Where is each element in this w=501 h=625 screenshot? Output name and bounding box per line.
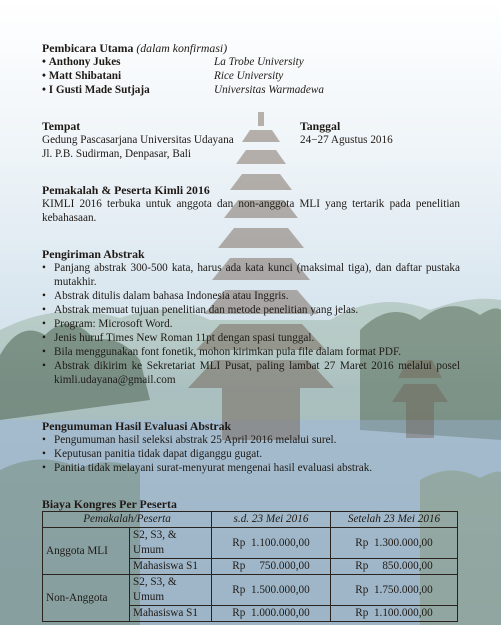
table-row <box>43 528 458 559</box>
list-item-text: Abstrak ditulis dalam bahasa Indonesia atau Inggris. <box>54 290 289 302</box>
table-cell: Mahasiswa S1 <box>130 559 212 575</box>
venue-section <box>42 119 460 161</box>
list-item-text: Jenis huruf Times New Roman 11pt dengan spasi tunggal. <box>54 332 315 344</box>
abstract-list <box>42 261 460 387</box>
column-header: Pemakalah/Peserta <box>43 512 212 528</box>
venue-line: Gedung Pascasarjana Universitas Udayana <box>42 134 234 146</box>
bullet-icon: • <box>42 304 46 316</box>
speaker-affiliation: La Trobe University <box>214 56 304 68</box>
group-label: Anggota MLI <box>43 528 130 575</box>
column-header: s.d. 23 Mei 2016 <box>212 512 331 528</box>
table-cell: Mahasiswa S1 <box>130 606 212 622</box>
bullet-icon: • <box>42 448 46 460</box>
list-item-text: Panjang abstrak 300-500 kata, harus ada kata kunci (maksimal tiga), dan daftar pustaka mutakhir. <box>54 262 460 288</box>
list-item-text: Keputusan panitia tidak dapat diganggu gugat. <box>54 448 263 460</box>
speaker-row <box>42 69 460 83</box>
bullet-icon: • <box>42 434 46 446</box>
bullet-icon: • <box>42 332 46 344</box>
bullet-icon: • <box>42 360 46 372</box>
fees-heading: Biaya Kongres Per Peserta <box>42 497 177 511</box>
list-item <box>42 317 460 331</box>
table-row <box>43 575 458 606</box>
participants-text: KIMLI 2016 terbuka untuk anggota dan non-anggota MLI yang tertarik pada penelitian kebahasaan. <box>42 198 460 224</box>
list-item-text: Program: Microsoft Word. <box>54 318 173 330</box>
table-cell: Rp 850.000,00 <box>331 559 458 575</box>
bullet-icon: • <box>42 70 49 82</box>
venue-line: Jl. P.B. Sudirman, Denpasar, Bali <box>42 148 192 160</box>
bullet-icon: • <box>42 462 46 474</box>
speaker-name: I Gusti Made Sutjaja <box>48 84 150 96</box>
list-item-text: Panitia tidak melayani surat-menyurat mengenai hasil evaluasi abstrak. <box>54 462 373 474</box>
list-item-text: Pengumuman hasil seleksi abstrak 25 April 2016 melalui surel. <box>54 434 337 446</box>
venue-heading: Tempat <box>42 119 81 133</box>
abstract-section <box>42 247 460 387</box>
bullet-icon: • <box>42 262 46 274</box>
list-item-text: Abstrak memuat tujuan penelitian dan metode penelitian yang jelas. <box>54 304 359 316</box>
bullet-icon: • <box>42 84 49 96</box>
table-cell: S2, S3, & Umum <box>130 528 212 559</box>
date-heading: Tanggal <box>300 119 341 133</box>
bullet-icon: • <box>42 346 46 358</box>
list-item <box>42 461 460 475</box>
group-label: Non-Anggota <box>43 575 130 622</box>
list-item-text: Bila menggunakan font fonetik, mohon kirimkan pula file dalam format PDF. <box>54 346 402 358</box>
list-item <box>42 447 460 461</box>
keynote-heading-note: (dalam konfirmasi) <box>136 41 228 55</box>
participants-section <box>42 183 460 225</box>
keynote-heading <box>42 41 460 55</box>
abstract-heading: Pengiriman Abstrak <box>42 247 145 261</box>
fees-table <box>42 511 458 622</box>
fees-section <box>42 497 460 622</box>
table-cell: S2, S3, & Umum <box>130 575 212 606</box>
table-cell: Rp 1.300.000,00 <box>331 528 458 559</box>
table-cell: Rp 1.000.000,00 <box>212 606 331 622</box>
keynote-section <box>42 41 460 97</box>
table-header-row <box>43 512 458 528</box>
speaker-affiliation: Rice University <box>214 70 284 82</box>
table-cell: Rp 1.100.000,00 <box>331 606 458 622</box>
speaker-row <box>42 83 460 97</box>
speaker-name: Matt Shibatani <box>48 70 122 82</box>
table-cell: Rp 1.100.000,00 <box>212 528 331 559</box>
list-item <box>42 359 460 387</box>
list-item <box>42 303 460 317</box>
announcement-heading: Pengumuman Hasil Evaluasi Abstrak <box>42 419 232 433</box>
bullet-icon: • <box>42 318 46 330</box>
column-header: Setelah 23 Mei 2016 <box>331 512 458 528</box>
table-cell: Rp 750.000,00 <box>212 559 331 575</box>
list-item <box>42 331 460 345</box>
list-item <box>42 289 460 303</box>
table-cell: Rp 1.750.000,00 <box>331 575 458 606</box>
bullet-icon: • <box>42 290 46 302</box>
speaker-affiliation: Universitas Warmadewa <box>214 84 324 96</box>
list-item <box>42 345 460 359</box>
bullet-icon: • <box>42 56 49 68</box>
list-item-text: Abstrak dikirim ke Sekretariat MLI Pusat, paling lambat 27 Maret 2016 melalui posel kimli.udayana@gmail.com <box>54 360 460 386</box>
participants-heading: Pemakalah & Peserta Kimli 2016 <box>42 183 210 197</box>
keynote-heading-text: Pembicara Utama <box>42 41 134 55</box>
speaker-name: Anthony Jukes <box>48 56 121 68</box>
table-cell: Rp 1.500.000,00 <box>212 575 331 606</box>
list-item <box>42 433 460 447</box>
announcement-list <box>42 433 460 475</box>
speaker-row <box>42 55 460 69</box>
announcement-section <box>42 419 460 475</box>
list-item <box>42 261 460 289</box>
date-value: 24−27 Agustus 2016 <box>300 134 393 146</box>
